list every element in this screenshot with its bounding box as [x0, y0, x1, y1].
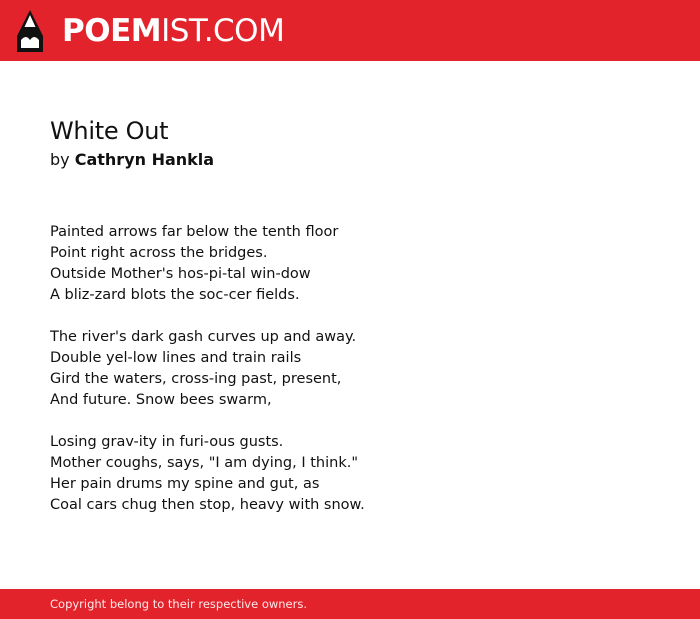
- poem-line: Losing grav-ity in furi-ous gusts.: [50, 434, 284, 450]
- poem-line: The river's dark gash curves up and away.: [50, 329, 357, 345]
- poem-line: Gird the waters, cross-ing past, present,: [50, 371, 342, 387]
- poem-line: Mother coughs, says, "I am dying, I think.": [50, 455, 358, 471]
- poem-line: Double yel-low lines and train rails: [50, 350, 302, 366]
- poem-body: [50, 222, 650, 516]
- poem-line: Her pain drums my spine and gut, as: [50, 476, 320, 492]
- author-name[interactable]: Cathryn Hankla: [74, 150, 215, 169]
- byline-prefix: by: [50, 150, 70, 169]
- poem-line: Outside Mother's hos-pi-tal win-dow: [50, 266, 311, 282]
- brand-light-text: IST.COM: [161, 13, 285, 49]
- site-header: [0, 0, 700, 61]
- poem-line: Painted arrows far below the tenth floor: [50, 224, 339, 240]
- poem-byline: [50, 149, 650, 171]
- stanza: [50, 222, 650, 306]
- site-footer: [0, 589, 700, 619]
- poem-line: And future. Snow bees swarm,: [50, 392, 272, 408]
- pencil-tip-icon[interactable]: [17, 10, 43, 52]
- poem-line: Coal cars chug then stop, heavy with snow.: [50, 497, 365, 513]
- poem-line: Point right across the bridges.: [50, 245, 268, 261]
- site-logo-link[interactable]: [62, 11, 284, 51]
- stanza: [50, 327, 650, 411]
- poem-title: White Out: [50, 117, 169, 145]
- stanza: [50, 432, 650, 516]
- poem-line: A bliz-zard blots the soc-cer fields.: [50, 287, 300, 303]
- poem-content: [50, 114, 650, 537]
- copyright-text: Copyright belong to their respective owners.: [50, 597, 308, 611]
- brand-bold-text: POEM: [62, 13, 162, 49]
